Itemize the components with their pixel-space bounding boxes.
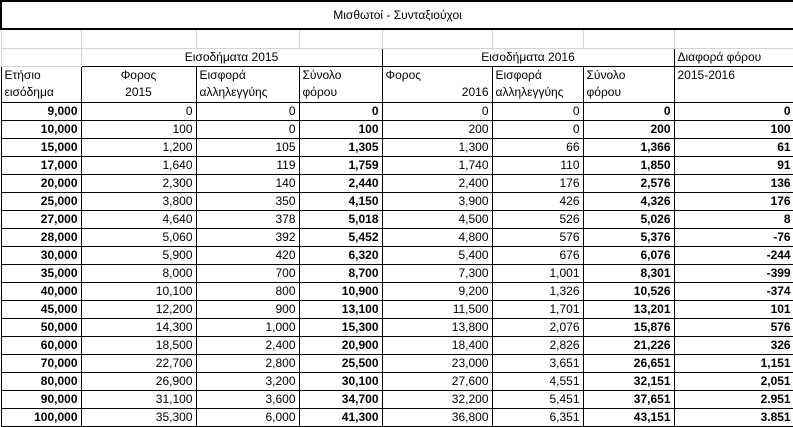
cell-tax-2016[interactable]: 0 <box>382 102 492 120</box>
table-row <box>1 372 793 390</box>
cell-income[interactable]: 45,000 <box>1 300 81 318</box>
cell-contrib-2016[interactable]: 5,451 <box>492 390 583 408</box>
group-header-diff[interactable]: Διαφορά φόρου <box>674 48 793 66</box>
cell-tax-2016[interactable]: 4,800 <box>382 228 492 246</box>
cell-tax-2015[interactable]: 8,000 <box>81 264 196 282</box>
empty-cell[interactable] <box>583 29 674 48</box>
cell-total-2015[interactable]: 8,700 <box>299 264 382 282</box>
cell-contrib-2016[interactable]: 176 <box>492 174 583 192</box>
cell-tax-2015[interactable]: 22,700 <box>81 354 196 372</box>
cell-income[interactable]: 15,000 <box>1 138 81 156</box>
cell-total-2016[interactable]: 5,026 <box>583 210 674 228</box>
table-row <box>1 246 793 264</box>
cell-contrib-2015[interactable]: 2,800 <box>196 354 299 372</box>
cell-tax-2016[interactable]: 3,900 <box>382 192 492 210</box>
empty-cell[interactable] <box>674 84 793 102</box>
cell-tax-2015[interactable]: 12,200 <box>81 300 196 318</box>
cell-contrib-2015[interactable]: 392 <box>196 228 299 246</box>
cell-contrib-2015[interactable]: 800 <box>196 282 299 300</box>
cell-total-2016[interactable]: 2,576 <box>583 174 674 192</box>
cell-tax-2016[interactable]: 5,400 <box>382 246 492 264</box>
cell-income[interactable]: 100,000 <box>1 408 81 426</box>
cell-total-2015[interactable]: 25,500 <box>299 354 382 372</box>
cell-total-2016[interactable]: 15,876 <box>583 318 674 336</box>
empty-cell[interactable] <box>196 29 299 48</box>
cell-tax-2016[interactable]: 36,800 <box>382 408 492 426</box>
header-diff-line2[interactable]: 2015-2016 <box>674 66 793 84</box>
cell-contrib-2016[interactable]: 576 <box>492 228 583 246</box>
cell-contrib-2016[interactable]: 110 <box>492 156 583 174</box>
cell-contrib-2015[interactable]: 119 <box>196 156 299 174</box>
cell-contrib-2015[interactable]: 0 <box>196 102 299 120</box>
cell-total-2015[interactable]: 2,440 <box>299 174 382 192</box>
group-header-2015[interactable]: Εισοδήματα 2015 <box>81 48 382 66</box>
cell-income[interactable]: 90,000 <box>1 390 81 408</box>
header-contrib2016-line1[interactable]: Εισφορά <box>492 66 583 84</box>
cell-contrib-2016[interactable]: 2,826 <box>492 336 583 354</box>
table-row <box>1 174 793 192</box>
cell-total-2015[interactable]: 13,100 <box>299 300 382 318</box>
header-tax2016-line2[interactable]: 2016 <box>382 84 492 102</box>
cell-tax-diff[interactable]: 8 <box>674 210 793 228</box>
cell-total-2015[interactable]: 15,300 <box>299 318 382 336</box>
cell-tax-2016[interactable]: 7,300 <box>382 264 492 282</box>
cell-total-2015[interactable]: 100 <box>299 120 382 138</box>
cell-total-2015[interactable]: 10,900 <box>299 282 382 300</box>
table-row <box>1 408 793 426</box>
cell-tax-2016[interactable]: 2,400 <box>382 174 492 192</box>
table-row <box>1 192 793 210</box>
table-row <box>1 390 793 408</box>
cell-total-2015[interactable]: 5,452 <box>299 228 382 246</box>
table-row <box>1 228 793 246</box>
cell-contrib-2016[interactable]: 4,551 <box>492 372 583 390</box>
cell-income[interactable]: 30,000 <box>1 246 81 264</box>
header-contrib2016-line2[interactable]: αλληλεγγύης <box>492 84 583 102</box>
header-total2015-line1[interactable]: Σύνολο <box>299 66 382 84</box>
cell-contrib-2016[interactable]: 1,001 <box>492 264 583 282</box>
header-tax2015-line2[interactable]: 2015 <box>81 84 196 102</box>
header-tax2016-line1[interactable]: Φορος <box>382 66 492 84</box>
cell-income[interactable]: 60,000 <box>1 336 81 354</box>
cell-tax-2016[interactable]: 23,000 <box>382 354 492 372</box>
cell-income[interactable]: 35,000 <box>1 264 81 282</box>
header-contrib2015-line2[interactable]: αλληλεγγύης <box>196 84 299 102</box>
group-header-2016[interactable]: Εισοδήματα 2016 <box>382 48 674 66</box>
empty-cell[interactable] <box>382 29 492 48</box>
header-total2016-line2[interactable]: φόρου <box>583 84 674 102</box>
table-row <box>1 354 793 372</box>
cell-contrib-2016[interactable]: 0 <box>492 120 583 138</box>
table-row <box>1 318 793 336</box>
cell-contrib-2015[interactable]: 900 <box>196 300 299 318</box>
cell-tax-2016[interactable]: 13,800 <box>382 318 492 336</box>
cell-total-2016[interactable]: 13,201 <box>583 300 674 318</box>
table-row <box>1 282 793 300</box>
cell-income[interactable]: 50,000 <box>1 318 81 336</box>
cell-tax-diff[interactable]: 100 <box>674 120 793 138</box>
table-row <box>1 102 793 120</box>
cell-tax-diff[interactable]: -374 <box>674 282 793 300</box>
cell-contrib-2016[interactable]: 6,351 <box>492 408 583 426</box>
cell-income[interactable]: 40,000 <box>1 282 81 300</box>
table-row <box>1 264 793 282</box>
cell-tax-2015[interactable]: 18,500 <box>81 336 196 354</box>
cell-tax-2016[interactable]: 9,200 <box>382 282 492 300</box>
cell-income[interactable]: 10,000 <box>1 120 81 138</box>
cell-income[interactable]: 17,000 <box>1 156 81 174</box>
data-rows <box>1 102 793 426</box>
cell-contrib-2015[interactable]: 378 <box>196 210 299 228</box>
cell-contrib-2015[interactable]: 350 <box>196 192 299 210</box>
cell-tax-diff[interactable]: 101 <box>674 300 793 318</box>
cell-tax-2016[interactable]: 18,400 <box>382 336 492 354</box>
cell-tax-2016[interactable]: 4,500 <box>382 210 492 228</box>
cell-total-2015[interactable]: 4,150 <box>299 192 382 210</box>
cell-income[interactable]: 20,000 <box>1 174 81 192</box>
cell-total-2016[interactable]: 8,301 <box>583 264 674 282</box>
header-income-line2[interactable]: εισόδημα <box>1 84 81 102</box>
cell-total-2016[interactable]: 32,151 <box>583 372 674 390</box>
cell-tax-2015[interactable]: 26,900 <box>81 372 196 390</box>
cell-contrib-2016[interactable]: 0 <box>492 102 583 120</box>
cell-tax-diff[interactable]: 326 <box>674 336 793 354</box>
cell-tax-2016[interactable]: 1,740 <box>382 156 492 174</box>
cell-contrib-2015[interactable]: 1,000 <box>196 318 299 336</box>
cell-income[interactable]: 27,000 <box>1 210 81 228</box>
cell-tax-diff[interactable]: 1,151 <box>674 354 793 372</box>
cell-total-2015[interactable]: 5,018 <box>299 210 382 228</box>
cell-contrib-2015[interactable]: 3,600 <box>196 390 299 408</box>
cell-tax-2015[interactable]: 1,640 <box>81 156 196 174</box>
cell-tax-2016[interactable]: 200 <box>382 120 492 138</box>
cell-tax-2015[interactable]: 31,100 <box>81 390 196 408</box>
cell-income[interactable]: 28,000 <box>1 228 81 246</box>
cell-income[interactable]: 70,000 <box>1 354 81 372</box>
cell-tax-2016[interactable]: 11,500 <box>382 300 492 318</box>
cell-contrib-2016[interactable]: 2,076 <box>492 318 583 336</box>
cell-contrib-2015[interactable]: 700 <box>196 264 299 282</box>
cell-total-2015[interactable]: 20,900 <box>299 336 382 354</box>
empty-cell[interactable] <box>1 29 81 48</box>
cell-tax-diff[interactable]: -399 <box>674 264 793 282</box>
cell-tax-2016[interactable]: 27,600 <box>382 372 492 390</box>
cell-tax-diff[interactable]: 61 <box>674 138 793 156</box>
cell-total-2015[interactable]: 6,320 <box>299 246 382 264</box>
cell-tax-diff[interactable]: 136 <box>674 174 793 192</box>
table-row <box>1 210 793 228</box>
cell-tax-2015[interactable]: 2,300 <box>81 174 196 192</box>
cell-total-2016[interactable]: 43,151 <box>583 408 674 426</box>
table-row <box>1 120 793 138</box>
cell-total-2016[interactable]: 21,226 <box>583 336 674 354</box>
empty-cell[interactable] <box>1 48 81 66</box>
cell-total-2016[interactable]: 1,366 <box>583 138 674 156</box>
cell-tax-2016[interactable]: 1,300 <box>382 138 492 156</box>
cell-income[interactable]: 80,000 <box>1 372 81 390</box>
cell-contrib-2015[interactable]: 0 <box>196 120 299 138</box>
table-row <box>1 300 793 318</box>
cell-tax-2015[interactable]: 100 <box>81 120 196 138</box>
cell-total-2016[interactable]: 6,076 <box>583 246 674 264</box>
sheet-title[interactable]: Μισθωτοί - Συνταξιούχοι <box>1 1 793 29</box>
header-total2016-line1[interactable]: Σύνολο <box>583 66 674 84</box>
cell-contrib-2015[interactable]: 420 <box>196 246 299 264</box>
cell-total-2015[interactable]: 1,759 <box>299 156 382 174</box>
cell-total-2016[interactable]: 1,850 <box>583 156 674 174</box>
cell-income[interactable]: 25,000 <box>1 192 81 210</box>
cell-total-2016[interactable]: 10,526 <box>583 282 674 300</box>
cell-income[interactable]: 9,000 <box>1 102 81 120</box>
empty-cell[interactable] <box>674 29 793 48</box>
cell-contrib-2016[interactable]: 676 <box>492 246 583 264</box>
cell-tax-2015[interactable]: 10,100 <box>81 282 196 300</box>
cell-contrib-2016[interactable]: 526 <box>492 210 583 228</box>
cell-tax-2015[interactable]: 3,800 <box>81 192 196 210</box>
cell-tax-diff[interactable]: 0 <box>674 102 793 120</box>
cell-contrib-2016[interactable]: 1,326 <box>492 282 583 300</box>
cell-tax-2015[interactable]: 0 <box>81 102 196 120</box>
cell-total-2016[interactable]: 0 <box>583 102 674 120</box>
cell-total-2015[interactable]: 41,300 <box>299 408 382 426</box>
cell-total-2016[interactable]: 200 <box>583 120 674 138</box>
cell-contrib-2015[interactable]: 2,400 <box>196 336 299 354</box>
cell-contrib-2015[interactable]: 140 <box>196 174 299 192</box>
cell-tax-2015[interactable]: 35,300 <box>81 408 196 426</box>
cell-tax-diff[interactable]: -76 <box>674 228 793 246</box>
cell-tax-diff[interactable]: 2,051 <box>674 372 793 390</box>
cell-tax-2015[interactable]: 1,200 <box>81 138 196 156</box>
cell-total-2016[interactable]: 26,651 <box>583 354 674 372</box>
table-row <box>1 156 793 174</box>
cell-tax-diff[interactable]: 2.951 <box>674 390 793 408</box>
cell-total-2016[interactable]: 37,651 <box>583 390 674 408</box>
cell-tax-diff[interactable]: 576 <box>674 318 793 336</box>
cell-total-2016[interactable]: 4,326 <box>583 192 674 210</box>
cell-tax-diff[interactable]: 3.851 <box>674 408 793 426</box>
empty-cell[interactable] <box>81 29 196 48</box>
cell-contrib-2016[interactable]: 1,701 <box>492 300 583 318</box>
table-row <box>1 336 793 354</box>
cell-tax-diff[interactable]: 176 <box>674 192 793 210</box>
cell-contrib-2016[interactable]: 3,651 <box>492 354 583 372</box>
cell-tax-2015[interactable]: 14,300 <box>81 318 196 336</box>
header-total2015-line2[interactable]: φόρου <box>299 84 382 102</box>
cell-tax-2016[interactable]: 32,200 <box>382 390 492 408</box>
cell-tax-2015[interactable]: 4,640 <box>81 210 196 228</box>
table-row <box>1 138 793 156</box>
cell-total-2015[interactable]: 0 <box>299 102 382 120</box>
header-income-line1[interactable]: Ετήσιο <box>1 66 81 84</box>
cell-contrib-2015[interactable]: 105 <box>196 138 299 156</box>
cell-contrib-2015[interactable]: 3,200 <box>196 372 299 390</box>
cell-tax-2015[interactable]: 5,060 <box>81 228 196 246</box>
header-tax2015-line1[interactable]: Φορος <box>81 66 196 84</box>
empty-cell[interactable] <box>299 29 382 48</box>
cell-contrib-2016[interactable]: 66 <box>492 138 583 156</box>
cell-contrib-2015[interactable]: 6,000 <box>196 408 299 426</box>
cell-tax-diff[interactable]: -244 <box>674 246 793 264</box>
cell-tax-2015[interactable]: 5,900 <box>81 246 196 264</box>
cell-total-2016[interactable]: 5,376 <box>583 228 674 246</box>
cell-contrib-2016[interactable]: 426 <box>492 192 583 210</box>
cell-total-2015[interactable]: 34,700 <box>299 390 382 408</box>
cell-total-2015[interactable]: 1,305 <box>299 138 382 156</box>
cell-tax-diff[interactable]: 91 <box>674 156 793 174</box>
header-contrib2015-line1[interactable]: Εισφορά <box>196 66 299 84</box>
empty-cell[interactable] <box>492 29 583 48</box>
cell-total-2015[interactable]: 30,100 <box>299 372 382 390</box>
